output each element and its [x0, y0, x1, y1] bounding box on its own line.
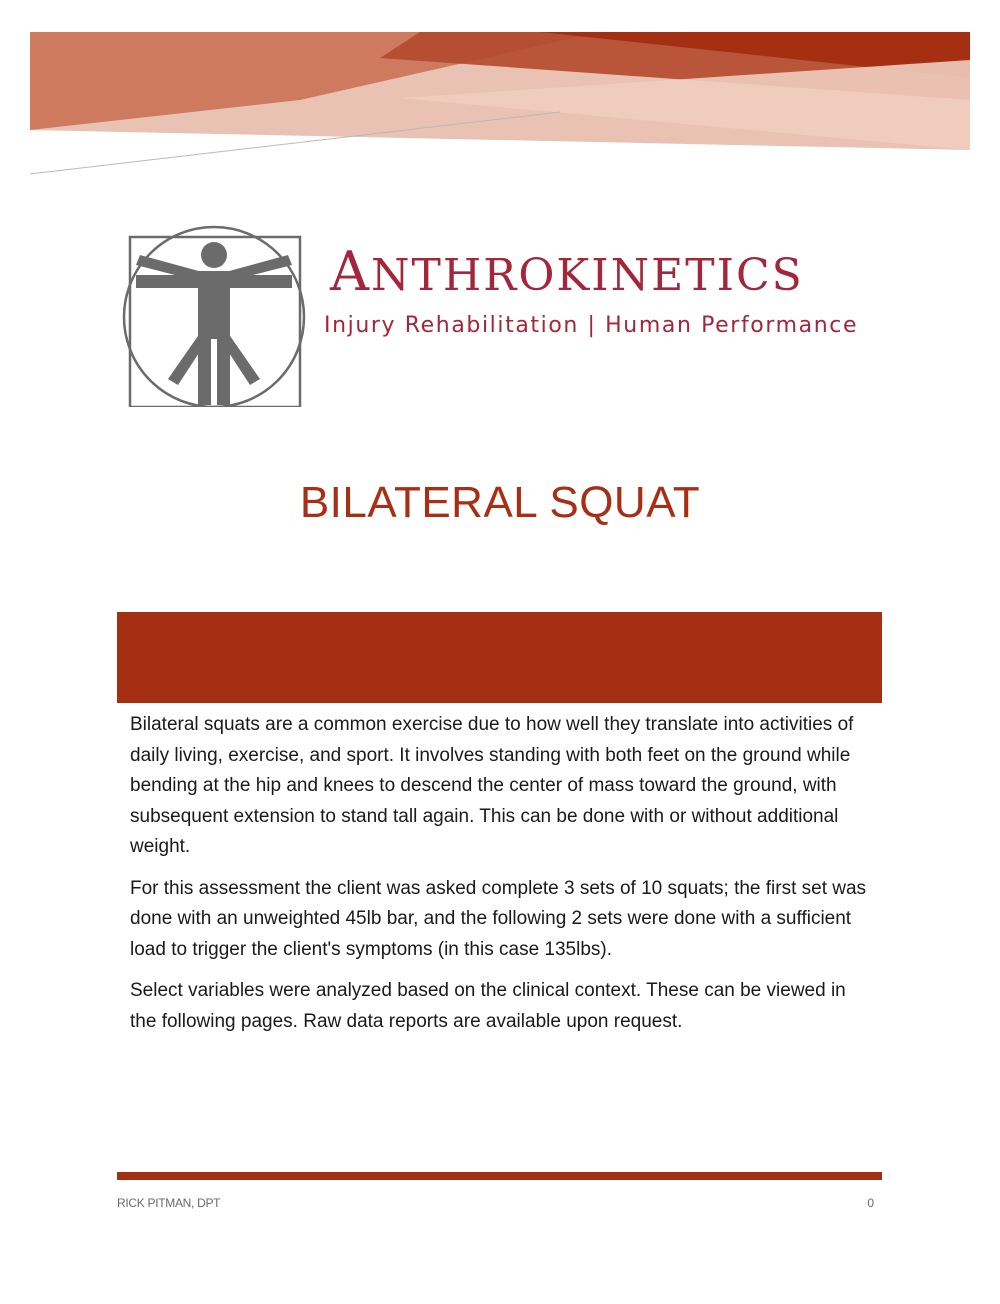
footer-author: RICK PITMAN, DPT — [117, 1196, 221, 1210]
paragraph: For this assessment the client was asked complete 3 sets of 10 squats; the first set was done with an unweighted 45lb bar, and the following 2 sets were done with a sufficient load to trigger the client's symptoms (in this case 135lbs). — [130, 877, 867, 960]
section-header-bar — [117, 612, 882, 703]
paragraph: Select variables were analyzed based on the clinical context. These can be viewed in the following pages. Raw data reports are available upon request. — [130, 980, 846, 1032]
page-number: 0 — [867, 1196, 874, 1210]
brand-name: ANTHROKINETICS — [330, 240, 804, 303]
header-banner — [0, 0, 1000, 200]
footer-rule — [117, 1172, 882, 1180]
company-logo — [110, 215, 890, 405]
paragraph: Bilateral squats are a common exercise due to how well they translate into activities of daily living, exercise, and sport. It involves standing with both feet on the ground while bending at the hip and knees to descend the center of mass toward the ground, with subsequent extension to stand tall again. This can be done with or without additional weight. — [130, 714, 854, 857]
page-title: BILATERAL SQUAT — [299, 478, 701, 527]
brand-tagline: Injury Rehabilitation | Human Performance — [324, 313, 859, 338]
body-text — [130, 710, 875, 1048]
vitruvian-figure-icon — [116, 225, 312, 407]
